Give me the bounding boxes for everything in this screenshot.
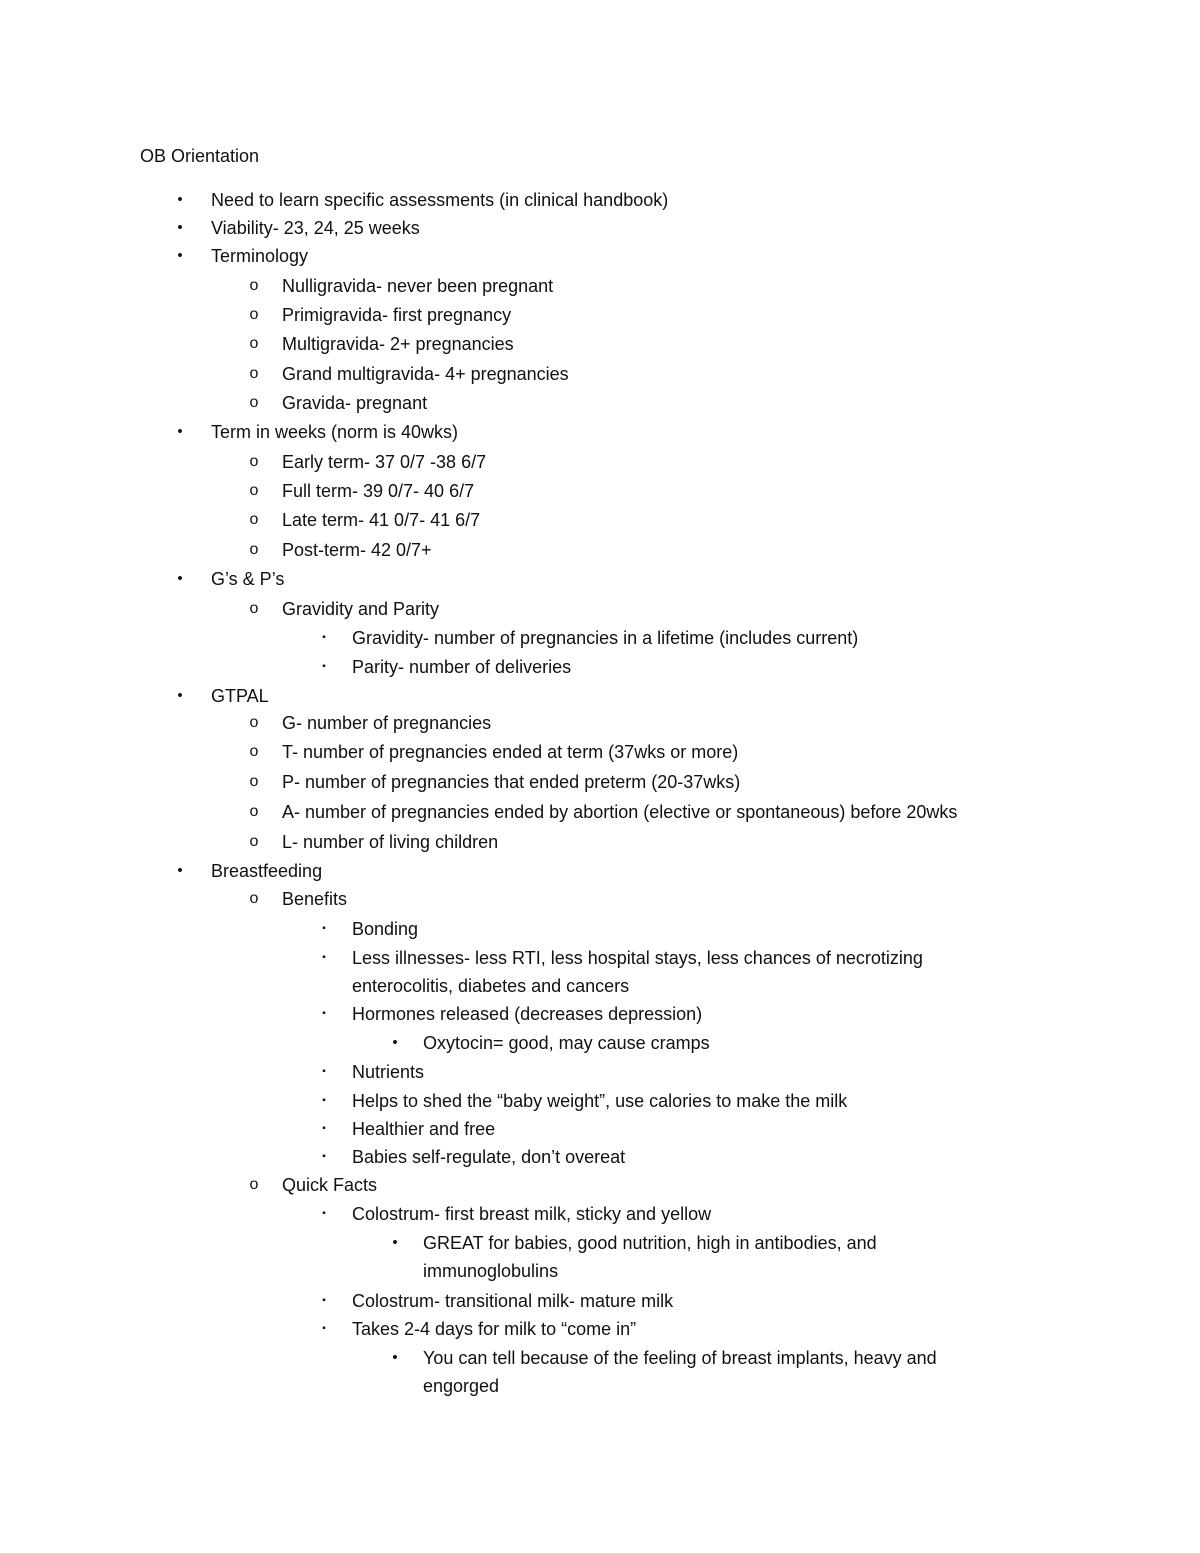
bullet-disc-icon: •	[177, 687, 183, 704]
list-item-level-4: engorged	[423, 1376, 500, 1396]
list-item-level-3: Takes 2-4 days for milk to “come in”	[352, 1319, 637, 1339]
list-item-level-3: Hormones released (decreases depression)	[352, 1004, 703, 1024]
bullet-circle-icon: o	[249, 833, 259, 850]
bullet-disc-icon: •	[177, 862, 183, 879]
bullet-circle-icon: o	[249, 335, 259, 352]
bullet-disc-icon: •	[392, 1234, 398, 1251]
list-item-level-2: Benefits	[282, 889, 348, 909]
bullet-square-icon: ▪	[322, 661, 326, 672]
bullet-circle-icon: o	[249, 890, 259, 907]
list-item-level-2: Nulligravida- never been pregnant	[282, 276, 554, 296]
list-item-level-2: Post-term- 42 0/7+	[282, 540, 432, 560]
bullet-square-icon: ▪	[322, 1151, 326, 1162]
list-item-level-3: Colostrum- first breast milk, sticky and yellow	[352, 1204, 712, 1224]
list-item-level-4: Oxytocin= good, may cause cramps	[423, 1033, 710, 1053]
list-item-level-3: Nutrients	[352, 1062, 425, 1082]
list-item-level-3: Less illnesses- less RTI, less hospital stays, less chances of necrotizing	[352, 948, 923, 968]
list-item-level-1: G’s & P’s	[211, 569, 285, 589]
list-item-level-3: Babies self-regulate, don’t overeat	[352, 1147, 626, 1167]
bullet-disc-icon: •	[177, 247, 183, 264]
list-item-level-2: Early term- 37 0/7 -38 6/7	[282, 452, 487, 472]
bullet-square-icon: ▪	[322, 1066, 326, 1077]
bullet-circle-icon: o	[249, 600, 259, 617]
list-item-level-3: Colostrum- transitional milk- mature milk	[352, 1291, 674, 1311]
bullet-square-icon: ▪	[322, 923, 326, 934]
bullet-circle-icon: o	[249, 394, 259, 411]
list-item-level-2: Gravida- pregnant	[282, 393, 428, 413]
list-item-level-2: L- number of living children	[282, 832, 499, 852]
list-item-level-1: Terminology	[211, 246, 309, 266]
bullet-disc-icon: •	[392, 1349, 398, 1366]
list-item-level-1: Term in weeks (norm is 40wks)	[211, 422, 459, 442]
bullet-square-icon: ▪	[322, 1095, 326, 1106]
bullet-circle-icon: o	[249, 541, 259, 558]
list-item-level-2: Quick Facts	[282, 1175, 378, 1195]
bullet-square-icon: ▪	[322, 1208, 326, 1219]
list-item-level-2: Late term- 41 0/7- 41 6/7	[282, 510, 481, 530]
list-item-level-3: Bonding	[352, 919, 419, 939]
list-item-level-3: Parity- number of deliveries	[352, 657, 572, 677]
bullet-disc-icon: •	[177, 191, 183, 208]
list-item-level-4: GREAT for babies, good nutrition, high in antibodies, and	[423, 1233, 877, 1253]
bullet-circle-icon: o	[249, 365, 259, 382]
bullet-square-icon: ▪	[322, 1123, 326, 1134]
list-item-level-3: Healthier and free	[352, 1119, 496, 1139]
list-item-level-2: P- number of pregnancies that ended preterm (20-37wks)	[282, 772, 741, 792]
list-item-level-2: Full term- 39 0/7- 40 6/7	[282, 481, 475, 501]
list-item-level-1: Need to learn specific assessments (in clinical handbook)	[211, 190, 669, 210]
list-item-level-1: GTPAL	[211, 686, 269, 706]
bullet-circle-icon: o	[249, 1176, 259, 1193]
bullet-disc-icon: •	[177, 570, 183, 587]
bullet-square-icon: ▪	[322, 1295, 326, 1306]
bullet-circle-icon: o	[249, 453, 259, 470]
list-item-level-2: Gravidity and Parity	[282, 599, 440, 619]
list-item-level-4: immunoglobulins	[423, 1261, 559, 1281]
list-item-level-2: Grand multigravida- 4+ pregnancies	[282, 364, 569, 384]
bullet-circle-icon: o	[249, 306, 259, 323]
document-title: OB Orientation	[140, 146, 260, 166]
bullet-square-icon: ▪	[322, 1008, 326, 1019]
list-item-level-3: enterocolitis, diabetes and cancers	[352, 976, 630, 996]
list-item-level-1: Breastfeeding	[211, 861, 323, 881]
list-item-level-3: Gravidity- number of pregnancies in a lifetime (includes current)	[352, 628, 859, 648]
list-item-level-2: A- number of pregnancies ended by abortion (elective or spontaneous) before 20wks	[282, 802, 958, 822]
bullet-disc-icon: •	[177, 423, 183, 440]
list-item-level-2: Multigravida- 2+ pregnancies	[282, 334, 514, 354]
bullet-circle-icon: o	[249, 482, 259, 499]
bullet-circle-icon: o	[249, 773, 259, 790]
list-item-level-2: T- number of pregnancies ended at term (37wks or more)	[282, 742, 739, 762]
bullet-circle-icon: o	[249, 714, 259, 731]
bullet-disc-icon: •	[177, 219, 183, 236]
bullet-square-icon: ▪	[322, 952, 326, 963]
list-item-level-4: You can tell because of the feeling of breast implants, heavy and	[423, 1348, 937, 1368]
list-item-level-1: Viability- 23, 24, 25 weeks	[211, 218, 420, 238]
bullet-circle-icon: o	[249, 803, 259, 820]
list-item-level-2: G- number of pregnancies	[282, 713, 492, 733]
bullet-circle-icon: o	[249, 277, 259, 294]
bullet-circle-icon: o	[249, 743, 259, 760]
bullet-square-icon: ▪	[322, 632, 326, 643]
bullet-square-icon: ▪	[322, 1323, 326, 1334]
bullet-disc-icon: •	[392, 1034, 398, 1051]
list-item-level-3: Helps to shed the “baby weight”, use calories to make the milk	[352, 1091, 848, 1111]
bullet-circle-icon: o	[249, 511, 259, 528]
list-item-level-2: Primigravida- first pregnancy	[282, 305, 512, 325]
